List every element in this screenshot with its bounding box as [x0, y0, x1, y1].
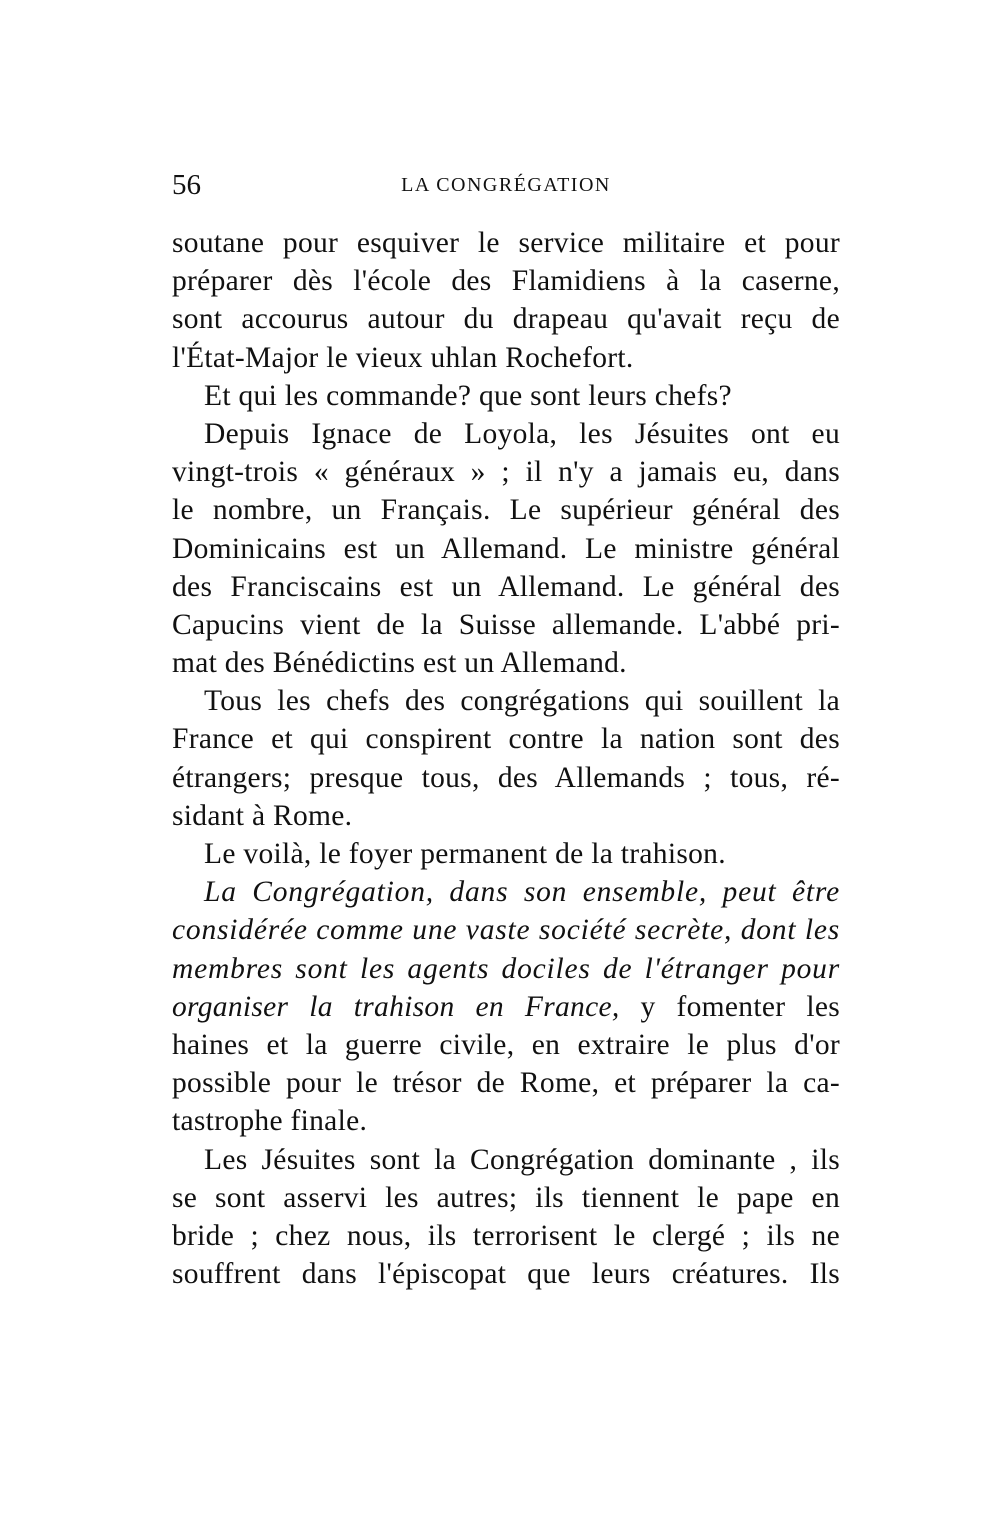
page-header — [172, 168, 840, 202]
text-line-mixed — [172, 988, 840, 1026]
text-line: se sont asservi les autres; ils tiennent le pape en — [172, 1181, 840, 1214]
text-line: soutane pour esquiver le service militaire et pour — [172, 227, 840, 259]
text-line-italic: membres sont les agents dociles de l'étranger pour — [172, 952, 840, 985]
text-line: mat des Bénédictins est un Allemand. — [172, 647, 627, 680]
text-line: Dominicains est un Allemand. Le ministre général — [172, 532, 840, 565]
text-line: Les Jésuites sont la Congrégation dominante , ils — [204, 1143, 840, 1176]
text-line: haines et la guerre civile, en extraire le plus d'or — [172, 1028, 840, 1061]
text-line: souffrent dans l'épiscopat que leurs créatures. Ils — [172, 1258, 840, 1291]
text-line: des Franciscains est un Allemand. Le général des — [172, 570, 840, 603]
roman-segment: y fomenter les — [619, 990, 840, 1023]
text-line-italic: considérée comme une vaste société secrète, dont les — [172, 914, 840, 947]
text-line: étrangers; presque tous, des Allemands ; tous, ré- — [172, 761, 840, 794]
text-line: Tous les chefs des congrégations qui souillent la — [204, 685, 840, 718]
text-line: tastrophe finale. — [172, 1105, 368, 1138]
text-line: préparer dès l'école des Flamidiens à la caserne, — [172, 265, 840, 298]
body-text — [172, 224, 840, 1293]
text-line: Depuis Ignace de Loyola, les Jésuites ont eu — [204, 417, 840, 450]
italic-segment: organiser la trahison en France, — [172, 990, 620, 1023]
text-line-italic: La Congrégation, dans son ensemble, peut être — [204, 876, 840, 909]
text-line: possible pour le trésor de Rome, et préparer la ca- — [172, 1067, 840, 1100]
text-line: sidant à Rome. — [172, 799, 353, 832]
text-line: le nombre, un Français. Le supérieur général des — [172, 494, 840, 527]
text-line: Le voilà, le foyer permanent de la trahison. — [204, 838, 726, 870]
text-line: sont accourus autour du drapeau qu'avait reçu de — [172, 303, 840, 336]
text-line: vingt-trois « généraux » ; il n'y a jamais eu, dans — [172, 456, 840, 489]
text-line: Et qui les commande? que sont leurs chefs? — [204, 379, 732, 412]
text-line: l'État-Major le vieux uhlan Rochefort. — [172, 341, 634, 374]
running-title: LA CONGRÉGATION — [401, 174, 611, 196]
text-line: France et qui conspirent contre la nation sont des — [172, 723, 840, 756]
text-line: bride ; chez nous, ils terrorisent le clergé ; ils ne — [172, 1219, 840, 1252]
text-line: Capucins vient de la Suisse allemande. L'abbé pri- — [172, 608, 840, 641]
page-number: 56 — [172, 169, 201, 201]
